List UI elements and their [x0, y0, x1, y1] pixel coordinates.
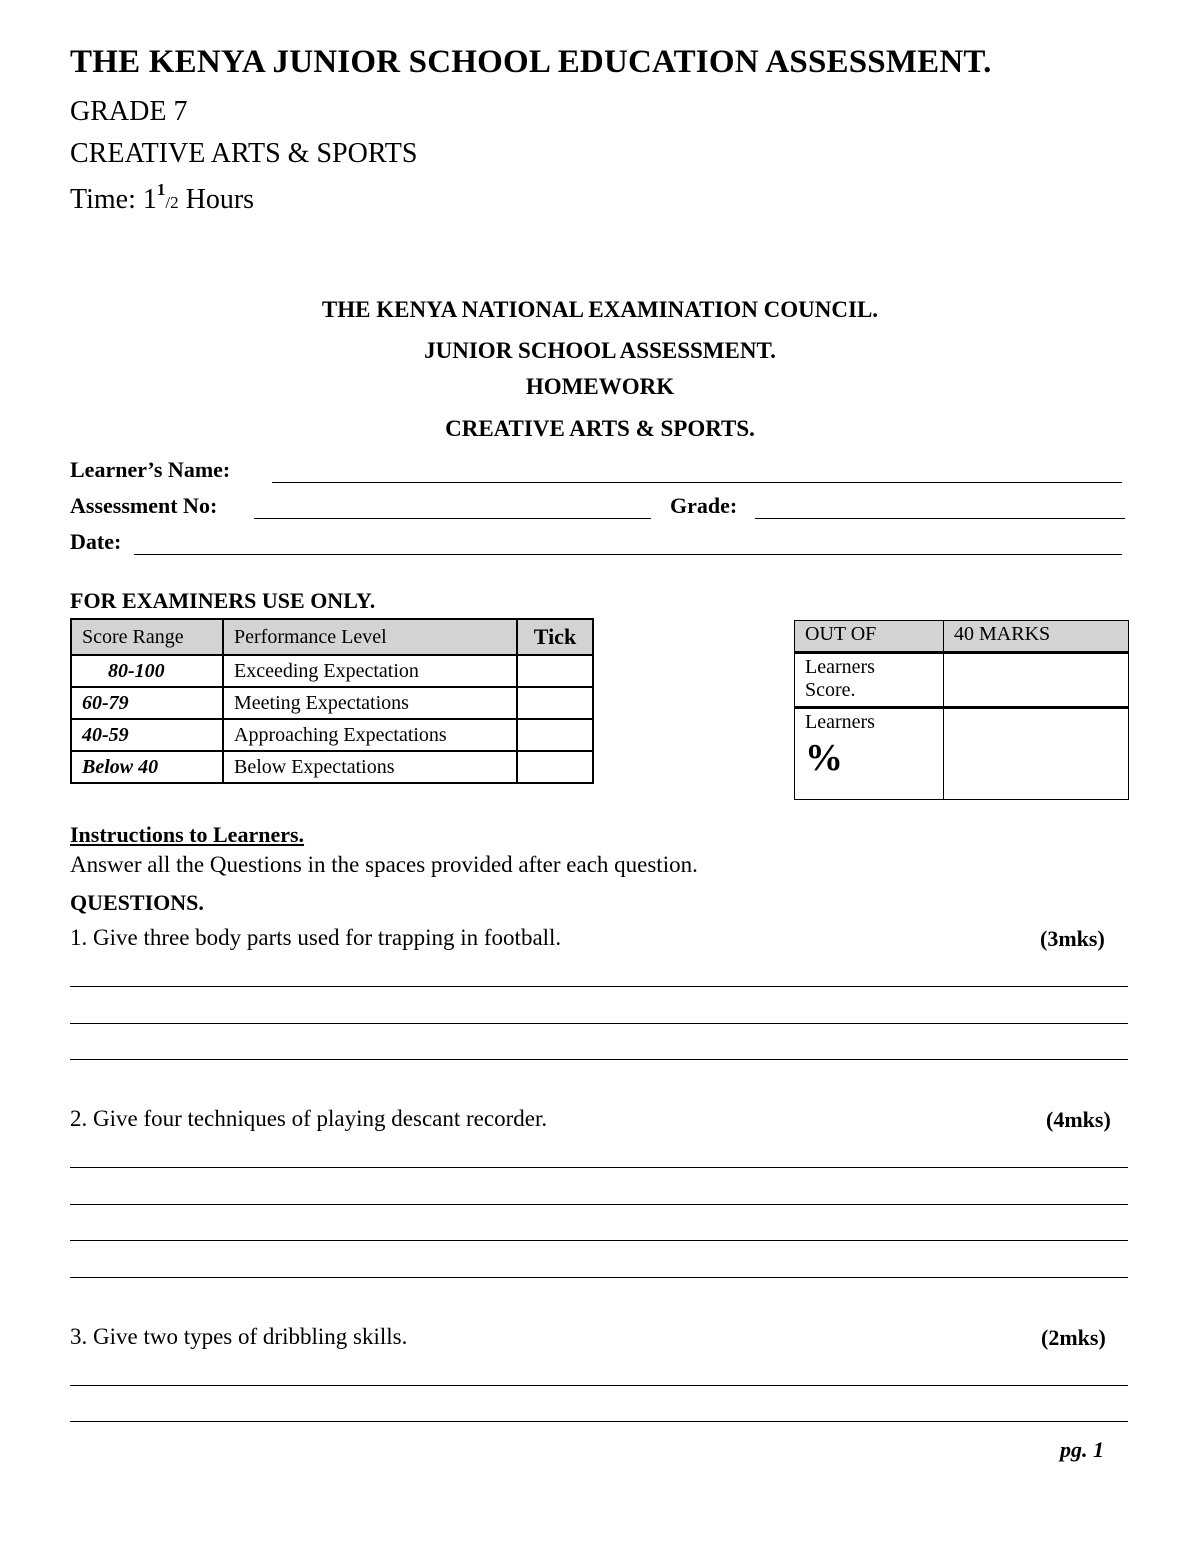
question-3-text: 3. Give two types of dribbling skills.	[70, 1324, 408, 1349]
answer-line[interactable]	[70, 1240, 1128, 1241]
answer-line[interactable]	[70, 1167, 1128, 1168]
learners-score-label-line1: Learners	[805, 656, 875, 678]
table-row	[71, 719, 593, 751]
performance-level-cell: Exceeding Expectation	[223, 655, 517, 687]
performance-table-header	[71, 619, 593, 655]
subject-label: CREATIVE ARTS & SPORTS	[70, 138, 418, 169]
tick-cell[interactable]	[517, 655, 593, 687]
time-suffix: Hours	[178, 184, 255, 215]
question-1-text: 1. Give three body parts used for trapping in football.	[70, 925, 562, 950]
examiners-heading: FOR EXAMINERS USE ONLY.	[70, 588, 376, 613]
table-row	[71, 687, 593, 719]
marks-table	[794, 620, 1129, 800]
header-tick: Tick	[517, 619, 593, 655]
table-row	[71, 655, 593, 687]
score-range-cell: 80-100	[71, 655, 223, 687]
learners-score-row	[795, 653, 1129, 708]
score-range-cell: 40-59	[71, 719, 223, 751]
learner-name-field[interactable]	[272, 482, 1122, 483]
council-line-1: THE KENYA NATIONAL EXAMINATION COUNCIL.	[321, 297, 879, 322]
date-label: Date:	[70, 529, 122, 554]
score-range-cell: Below 40	[71, 751, 223, 783]
assessment-no-label: Assessment No:	[70, 493, 218, 518]
answer-line[interactable]	[70, 1385, 1128, 1386]
learners-score-label-line2: Score.	[805, 679, 856, 701]
questions-heading: QUESTIONS.	[70, 890, 204, 915]
learners-score-label	[795, 653, 944, 708]
answer-line[interactable]	[70, 1059, 1128, 1060]
score-range-cell: 60-79	[71, 687, 223, 719]
answer-line[interactable]	[70, 1204, 1128, 1205]
learner-name-label: Learner’s Name:	[70, 457, 231, 482]
tick-cell[interactable]	[517, 719, 593, 751]
performance-table	[70, 618, 594, 784]
council-line-4: CREATIVE ARTS & SPORTS.	[445, 416, 755, 441]
performance-level-cell: Approaching Expectations	[223, 719, 517, 751]
page-number: pg. 1	[1060, 1437, 1104, 1462]
time-allowed	[70, 180, 255, 216]
grade-label: GRADE 7	[70, 96, 188, 127]
performance-level-cell: Below Expectations	[223, 751, 517, 783]
instructions-text: Answer all the Questions in the spaces provided after each question.	[70, 852, 698, 877]
document-title: THE KENYA JUNIOR SCHOOL EDUCATION ASSESSMENT.	[70, 44, 992, 80]
council-line-3: HOMEWORK	[525, 374, 675, 399]
answer-line[interactable]	[70, 1421, 1128, 1422]
learners-percent-cell[interactable]	[944, 708, 1129, 800]
time-prefix: Time: 1	[70, 184, 157, 215]
date-field[interactable]	[134, 554, 1122, 555]
learners-percent-row	[795, 708, 1129, 800]
learners-score-cell[interactable]	[944, 653, 1129, 708]
assessment-no-field[interactable]	[254, 518, 651, 519]
instructions-heading: Instructions to Learners.	[70, 822, 305, 847]
grade-field[interactable]	[755, 518, 1125, 519]
header-performance-level: Performance Level	[223, 619, 517, 655]
learners-percent-label-text: Learners	[805, 711, 875, 733]
out-of-value: 40 MARKS	[944, 621, 1129, 653]
time-numerator: 1	[156, 180, 166, 199]
learners-percent-label	[795, 708, 944, 800]
answer-line[interactable]	[70, 1277, 1128, 1278]
percent-symbol: %	[805, 737, 843, 779]
tick-cell[interactable]	[517, 687, 593, 719]
question-2-marks: (4mks)	[1046, 1107, 1111, 1132]
question-1-marks: (3mks)	[1040, 926, 1105, 951]
question-2-text: 2. Give four techniques of playing descant recorder.	[70, 1106, 548, 1131]
table-row	[71, 751, 593, 783]
answer-line[interactable]	[70, 1023, 1128, 1024]
performance-level-cell: Meeting Expectations	[223, 687, 517, 719]
time-denominator: /2	[165, 193, 179, 212]
marks-table-header	[795, 621, 1129, 653]
question-3-marks: (2mks)	[1041, 1325, 1106, 1350]
council-line-2: JUNIOR SCHOOL ASSESSMENT.	[424, 338, 776, 363]
tick-cell[interactable]	[517, 751, 593, 783]
answer-line[interactable]	[70, 986, 1128, 987]
header-score-range: Score Range	[71, 619, 223, 655]
grade-field-label: Grade:	[670, 493, 738, 518]
out-of-label: OUT OF	[795, 621, 944, 653]
